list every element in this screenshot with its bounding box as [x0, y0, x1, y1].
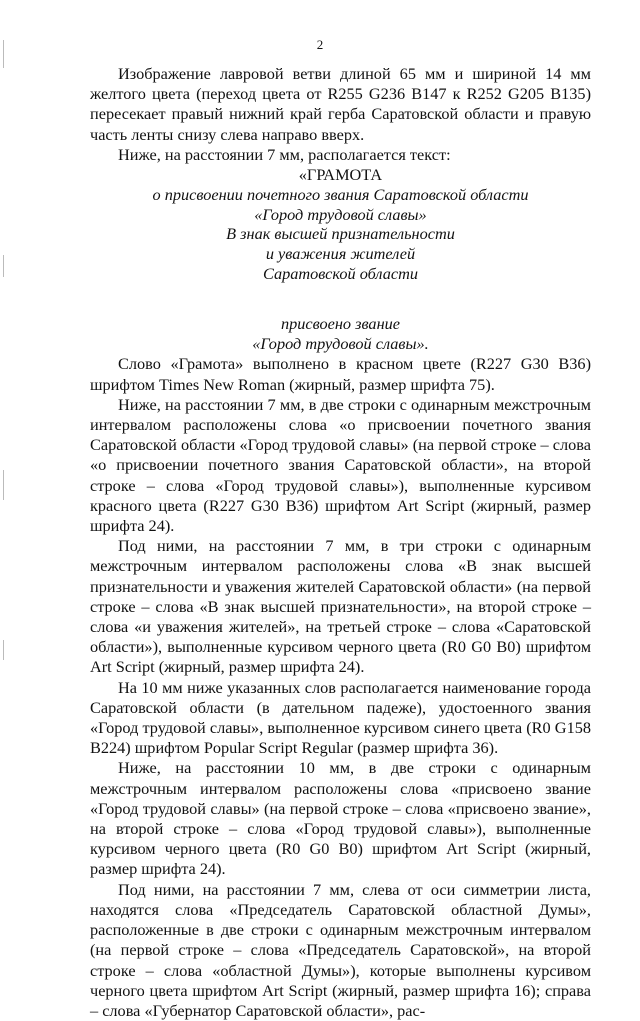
- paragraph-signatures: Под ними, на расстоянии 7 мм, слева от оси симметрии листа, находятся слова «Председатель Саратовской областной Думы», расположенные в две строки с одинарным межстрочным интервалом (на первой строке – слова «Председатель Саратовской», на второй строке – слова «областной Думы»), которые выполнены курсивом черного цвета шрифтом Art Script (жирный, размер шрифта 16); справа – слова «Губернатор Саратовской области», рас-: [90, 879, 591, 1020]
- paragraph-city-name: На 10 мм ниже указанных слов располагается наименование города Саратовской области (в дательном падеже), удостоенного звания «Город трудовой славы», выполненное курсивом синего цвета (R0 G158 B224) шрифтом Popular Script Regular (размер шрифта 36).: [90, 677, 591, 758]
- paragraph-text-intro: Ниже, на расстоянии 7 мм, располагается текст:: [118, 144, 451, 164]
- sign-line2: и уважения жителей: [265, 244, 416, 264]
- certificate-title: «ГРАМОТА: [298, 165, 383, 185]
- certificate-subtitle-line1: о присвоении почетного звания Саратовской области: [152, 185, 529, 205]
- page-number: 2: [316, 37, 324, 52]
- text-block-sign: [90, 224, 591, 285]
- paragraph-title-lines: Ниже, на расстоянии 7 мм, в две строки с одинарным межстрочным интервалом расположены слова «о присвоении почетного звания Саратовской области «Город трудовой славы» (на первой строке – слова «о присвоении почетного звания Саратовской области», на второй строке – слова «Город трудовой славы»), выполненные курсивом красного цвета (R227 G30 B36) шрифтом Art Script (жирный, размер шрифта 24).: [90, 394, 591, 536]
- paragraph-laurel-branch: Изображение лавровой ветви длиной 65 мм и шириной 14 мм желтого цвета (переход цвета от R255 G236 B147 к R252 G205 B135) пересекает правый нижний край герба Саратовской области и правую часть ленты снизу слева направо вверх.: [90, 64, 591, 144]
- sign-line1: В знак высшей признательности: [226, 224, 455, 243]
- scan-edge-mark: [3, 470, 4, 500]
- paragraph-gramota-font: Слово «Грамота» выполнено в красном цвете (R227 G30 B36) шрифтом Times New Roman (жирный, размер шрифта 75).: [90, 354, 591, 394]
- award-line1: присвоено звание: [280, 314, 401, 333]
- certificate-subtitle-line2: «Город трудовой славы»: [254, 205, 427, 225]
- award-line2: «Город трудовой славы».: [252, 334, 429, 354]
- scan-edge-mark: [3, 255, 4, 277]
- text-block-top: [90, 64, 591, 226]
- sign-line3: Саратовской области: [263, 264, 418, 284]
- paragraph-award-lines: Ниже, на расстоянии 10 мм, в две строки с одинарным межстрочным интервалом расположены слова «присвоено звание «Город трудовой славы» (на первой строке – слова «присвоено звание», на второй строке – слова «Город трудовой славы»), выполненные курсивом черного цвета (R0 G0 B0) шрифтом Art Script (жирный, размер шрифта 24).: [90, 758, 591, 879]
- text-block-main: [90, 314, 591, 1021]
- scan-edge-mark: [3, 640, 4, 660]
- paragraph-sign-lines: Под ними, на расстоянии 7 мм, в три строки с одинарным межстрочным интервалом расположены слова «В знак высшей признательности и уважения жителей Саратовской области» (на первой строке – слова «В знак высшей признательности», на второй строке – слова «и уважения жителей», на третьей строке – слова «Саратовской области»), выполненные курсивом черного цвета (R0 G0 B0) шрифтом Art Script (жирный, размер шрифта 24).: [90, 536, 591, 677]
